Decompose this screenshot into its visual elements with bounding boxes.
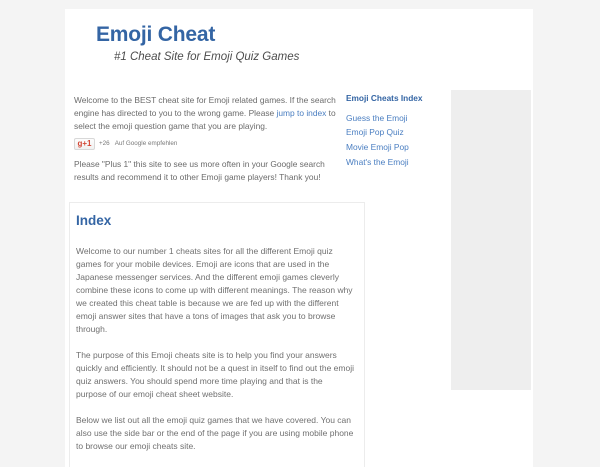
index-section [69, 202, 365, 467]
intro-text-after-link: to select the emoji question game that you are playing. [74, 107, 336, 131]
google-plus-one-row [74, 137, 344, 150]
sidebar-link-guess-the-emoji[interactable]: Guess the Emoji [346, 112, 408, 123]
index-paragraph: Below we list out all the emoji quiz games that we have covered. You can also use the side bar or the end of the page if you are using mobile phone to browse our emoji cheats site. [76, 415, 354, 452]
intro-text-before-link: Welcome to the BEST cheat site for Emoji related games. If the search engine has directed to you to the wrong game. Please [74, 94, 336, 118]
intro-paragraph-1 [74, 94, 344, 132]
sidebar-link-movie-emoji-pop[interactable]: Movie Emoji Pop [346, 142, 409, 153]
index-paragraph: The purpose of this Emoji cheats site is to help you find your answers quickly and efficiently. It should not be a quest in itself to find out the emoji quiz answers. You should spend more time playing and that is the purpose of our emoji cheat sheet website. [76, 350, 354, 400]
sidebar-link-whats-the-emoji[interactable]: What's the Emoji [346, 156, 409, 167]
sidebar [344, 94, 448, 169]
intro-paragraph-2: Please "Plus 1" this site to see us more often in your Google search results and recommend it to other Emoji game players! Thank you! [74, 159, 325, 183]
jump-to-index-link[interactable]: jump to index [276, 107, 327, 118]
site-tagline: #1 Cheat Site for Emoji Quiz Games [114, 51, 300, 64]
sidebar-link-emoji-pop-quiz[interactable]: Emoji Pop Quiz [346, 127, 404, 138]
site-title: Emoji Cheat [96, 23, 216, 46]
sidebar-title: Emoji Cheats Index [346, 92, 423, 103]
intro-column [65, 94, 344, 184]
index-heading: Index [76, 212, 112, 228]
google-plus-one-count: +26 [99, 139, 110, 147]
ad-placeholder [451, 90, 531, 390]
google-plus-one-button[interactable]: g+1 [74, 138, 95, 150]
google-plus-recommend-label: Auf Google empfehlen [114, 139, 178, 147]
index-paragraph: Welcome to our number 1 cheats sites for all the different Emoji quiz games for your mobile devices. Emoji are icons that are used in the Japanese messenger services. And the different emoji games cleverly combine these icons to come up with different meanings. The reason why we created this cheat table is because we are fed up with the different emoji answer sites that have a tons of images that ask you to browse through. [76, 246, 353, 335]
site-header [65, 9, 533, 65]
